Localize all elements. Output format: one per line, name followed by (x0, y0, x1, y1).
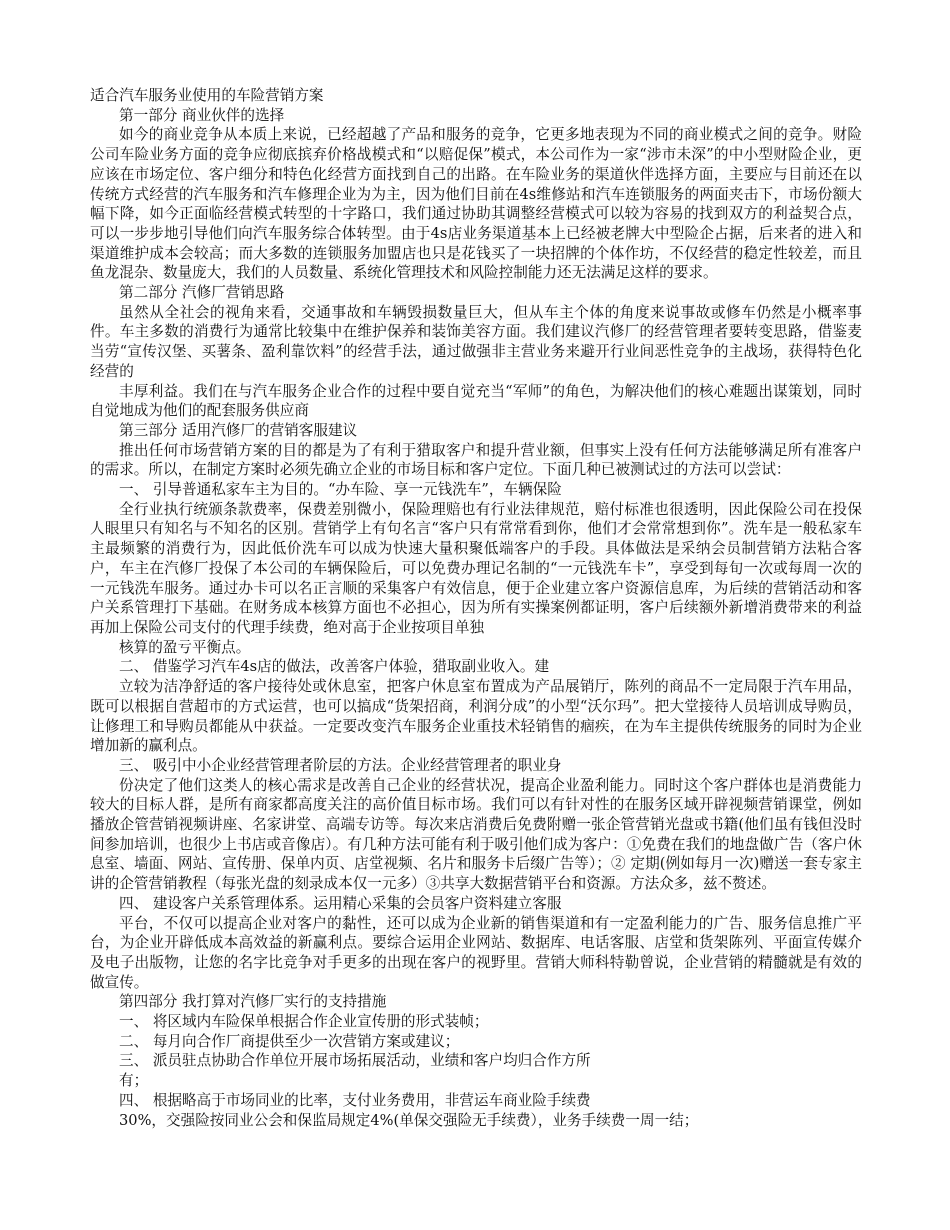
list-item: 三、 派员驻点协助合作单位开展市场拓展活动，业绩和客户均归合作方所 (119, 1052, 591, 1070)
continuation-line: 丰厚利益。我们在与汽车服务企业合作的过程中要自觉充当“军师”的角色，为解决他们的核心难题出谋策划，同时自觉地成为他们的配套服务供应商 (90, 382, 862, 420)
paragraph: 平台，不仅可以提高企业对客户的黏性，还可以成为企业新的销售渠道和有一定盈利能力的广告、服务信息推广平台，为企业开辟低成本高效益的新赢利点。要综合运用企业网站、数据库、电话客服、店堂和货架陈列、平面宣传媒介及电子出版物，让您的名字比竞争对手更多的出现在客户的视野里。营销大师科特勒曾说，企业营销的精髓就是有效的做宣传。 (90, 914, 862, 991)
list-item: 四、 根据略高于市场同业的比率，支付业务费用，非营运车商业险手续费 (119, 1091, 591, 1109)
paragraph: 虽然从全社会的视角来看，交通事故和车辆毁损数量巨大，但从车主个体的角度来说事故或修车仍然是小概率事件。车主多数的消费行为通常比较集中在维护保养和装饰美容方面。我们建议汽修厂的经营管理者要转变思路，借鉴麦当劳“宣传汉堡、买薯条、盈利靠饮料”的经营手法，通过做强非主营业务来避开行业间恶性竞争的主战场，获得特色化经营的 (90, 303, 862, 380)
section-heading: 第三部分 适用汽修厂的营销客服建议 (119, 421, 358, 439)
list-item: 三、 吸引中小企业经营管理者阶层的方法。企业经营管理者的职业身 (119, 756, 562, 774)
section-heading: 第四部分 我打算对汽修厂实行的支持措施 (119, 993, 387, 1011)
continuation-line: 有； (119, 1072, 149, 1090)
list-item: 一、 引导普通私家车主为目的。“办车险、享一元钱洗车”，车辆保险 (119, 481, 562, 499)
list-item: 二、 每月向合作厂商提供至少一次营销方案或建议； (119, 1032, 460, 1050)
paragraph: 全行业执行统颁条款费率，保费差别微小，保险理赔也有行业法律规范，赔付标准也很透明，因此保险公司在投保人眼里只有知名与不知名的区别。营销学上有句名言“客户只有常常看到你，他们才会常常想到你”。洗车是一般私家车主最频繁的消费行为，因此低价洗车可以成为快速大量积聚低端客户的手段。具体做法是采纳会员制营销方法粘合客户，车主在汽修厂投保了本公司的车辆保险后，可以免费办理记名制的“一元钱洗车卡”，享受到每旬一次或每周一次的一元钱洗车服务。通过办卡可以名正言顺的采集客户有效信息，便于企业建立客户资源信息库，为后续的营销活动和客户关系管理打下基础。在财务成本核算方面也不必担心，因为所有实操案例都证明，客户后续额外新增消费带来的利益再加上保险公司支付的代理手续费，绝对高于企业按项目单独 (90, 500, 862, 636)
paragraph: 如今的商业竞争从本质上来说，已经超越了产品和服务的竞争，它更多地表现为不同的商业模式之间的竞争。财险公司车险业务方面的竞争应彻底摈弃价格战模式和“以赔促保”模式，本公司作为一家“涉市未深”的中小型财险企业，更应该在市场定位、客户细分和特色化经营方面找到自己的出路。在车险业务的渠道伙伴选择方面，主要应与目前还在以传统方式经营的汽车服务和汽车修理企业为为主，因为他们目前在4s维修站和汽车连锁服务的两面夹击下，市场份额大幅下降，如今正面临经营模式转型的十字路口，我们通过协助其调整经营模式可以较为容易的找到双方的利益契合点，可以一步步地引导他们向汽车服务综合体转型。由于4s店业务渠道基本上已经被老牌大中型险企占据，后来者的进入和渠道维护成本会较高；而大多数的连锁服务加盟店也只是花钱买了一块招牌的个体作坊，不仅经营的稳定性较差，而且鱼龙混杂、数量庞大，我们的人员数量、系统化管理技术和风险控制能力还无法满足这样的要求。 (90, 126, 862, 282)
continuation-line: 核算的盈亏平衡点。 (119, 638, 251, 656)
list-item: 一、 将区域内车险保单根据合作企业宣传册的形式装帧； (119, 1013, 489, 1031)
paragraph: 立较为洁净舒适的客户接待处或休息室，把客户休息室布置成为产品展销厅，陈列的商品不一定局限于汽车用品，既可以根据自营超市的方式运营，也可以搞成“货架招商，利润分成”的小型“沃尔玛”。把大堂接待人员培训成导购员，让修理工和导购员都能从中获益。一定要改变汽车服务企业重技术轻销售的痼疾，在为车主提供传统服务的同时为企业增加新的赢利点。 (90, 678, 862, 755)
section-heading: 第二部分 汽修厂营销思路 (119, 284, 285, 302)
document-title: 适合汽车服务业使用的车险营销方案 (90, 87, 324, 104)
document-body (90, 86, 862, 1130)
section-heading: 第一部分 商业伙伴的选择 (119, 106, 285, 124)
list-item: 四、 建设客户关系管理体系。运用精心采集的会员客户资料建立客服 (119, 894, 562, 912)
paragraph: 份决定了他们这类人的核心需求是改善自己企业的经营状况，提高企业盈利能力。同时这个客户群体也是消费能力较大的目标人群，是所有商家都高度关注的高价值目标市场。我们可以有针对性的在服务区域开辟视频营销课堂，例如播放企管营销视频讲座、名家讲堂、高端专访等。每次来店消费后免费附赠一张企管营销光盘或书籍(他们虽有钱但没时间参加培训，也很少上书店或音像店）。有几种方法可能有利于吸引他们成为客户：①免费在我们的地盘做广告（客户休息室、墙面、网站、宣传册、保单内页、店堂视频、名片和服务卡后缀广告等）；② 定期(例如每月一次)赠送一套专家主讲的企管营销教程（每张光盘的刻录成本仅一元多）③共享大数据营销平台和资源。方法众多，兹不赘述。 (90, 776, 862, 893)
continuation-line: 30%，交强险按同业公会和保监局规定4%(单保交强险无手续费），业务手续费一周一结； (119, 1111, 699, 1129)
document-content (90, 106, 862, 1131)
paragraph: 推出任何市场营销方案的目的都是为了有利于猎取客户和提升营业额，但事实上没有任何方法能够满足所有准客户的需求。所以，在制定方案时必须先确立企业的市场目标和客户定位。下面几种已被测试过的方法可以尝试： (90, 441, 862, 479)
list-item: 二、 借鉴学习汽车4s店的做法，改善客户体验，猎取副业收入。建 (119, 658, 550, 676)
